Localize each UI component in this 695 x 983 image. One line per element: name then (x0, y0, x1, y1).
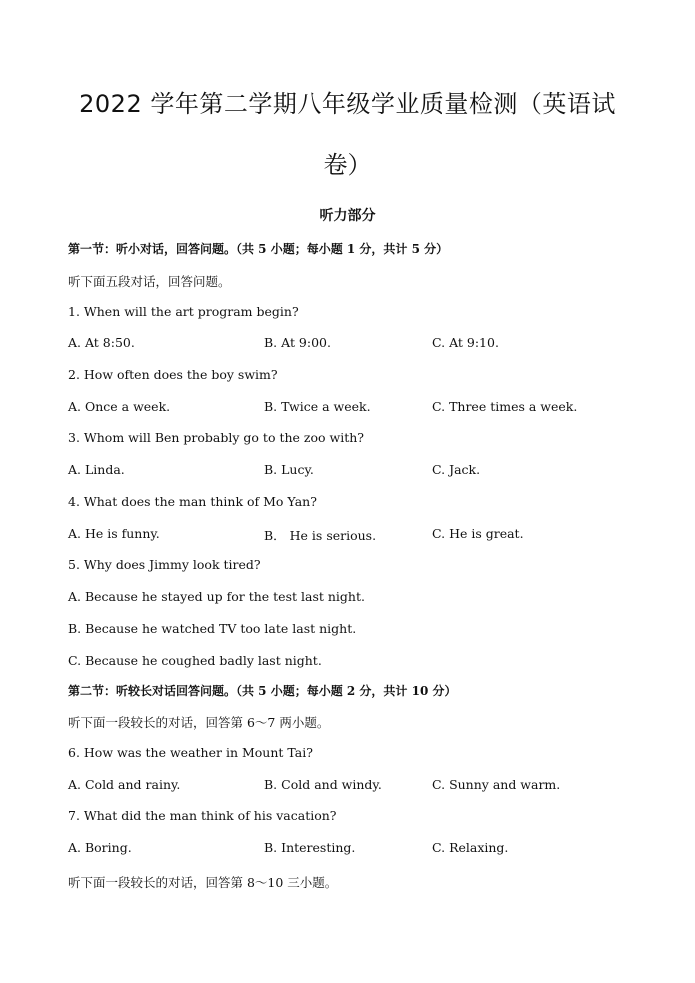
option-a: A. Cold and rainy. (68, 777, 181, 792)
question-5-option-a: A. Because he stayed up for the test last night. (68, 589, 365, 604)
option-a: A. He is funny. (68, 526, 160, 541)
exam-title-line2: 卷） (323, 151, 372, 179)
section1-heading: 第一节：听小对话，回答问题。（共 5 小题；每小题 1 分，共计 5 分） (68, 242, 449, 256)
option-b: B. Cold and windy. (264, 777, 382, 792)
option-c: C. Three times a week. (432, 399, 578, 414)
exam-title-line1: 2022 学年第二学期八年级学业质量检测（英语试 (79, 90, 616, 118)
question-2-options (0, 399, 695, 417)
question-5: 5. Why does Jimmy look tired? (68, 557, 261, 572)
question-6: 6. How was the weather in Mount Tai? (68, 745, 313, 760)
option-a: A. Once a week. (68, 399, 171, 414)
option-b: B. At 9:00. (264, 335, 331, 350)
section1-instruction: 听下面五段对话，回答问题。 (68, 274, 231, 289)
option-b: B. Twice a week. (264, 399, 371, 414)
option-a: A. Linda. (68, 462, 125, 477)
question-7: 7. What did the man think of his vacation? (68, 808, 337, 823)
option-c: C. Relaxing. (432, 840, 509, 855)
question-3-options (0, 462, 695, 480)
question-4: 4. What does the man think of Mo Yan? (68, 494, 317, 509)
question-1-options (0, 335, 695, 353)
question-4-options (0, 526, 695, 544)
question-5-option-b: B. Because he watched TV too late last night. (68, 621, 357, 636)
option-c: C. Jack. (432, 462, 481, 477)
section2-instruction1: 听下面一段较长的对话，回答第 6～7 两小题。 (68, 715, 330, 730)
question-7-options (0, 840, 695, 858)
part-title: 听力部分 (319, 208, 376, 224)
option-b: B. Interesting. (264, 840, 356, 855)
option-b: B． He is serious. (264, 528, 377, 543)
question-1: 1. When will the art program begin? (68, 304, 299, 319)
option-c: C. At 9:10. (432, 335, 499, 350)
question-3: 3. Whom will Ben probably go to the zoo with? (68, 430, 364, 445)
question-6-options (0, 777, 695, 795)
option-a: A. At 8:50. (68, 335, 135, 350)
question-2: 2. How often does the boy swim? (68, 367, 278, 382)
option-a: A. Boring. (68, 840, 132, 855)
option-c: C. He is great. (432, 526, 524, 541)
section2-instruction2: 听下面一段较长的对话，回答第 8～10 三小题。 (68, 875, 338, 890)
section2-heading: 第二节：听较长对话回答问题。（共 5 小题；每小题 2 分，共计 10 分） (68, 684, 457, 698)
question-5-option-c: C. Because he coughed badly last night. (68, 653, 322, 668)
option-b: B. Lucy. (264, 462, 314, 477)
option-c: C. Sunny and warm. (432, 777, 561, 792)
